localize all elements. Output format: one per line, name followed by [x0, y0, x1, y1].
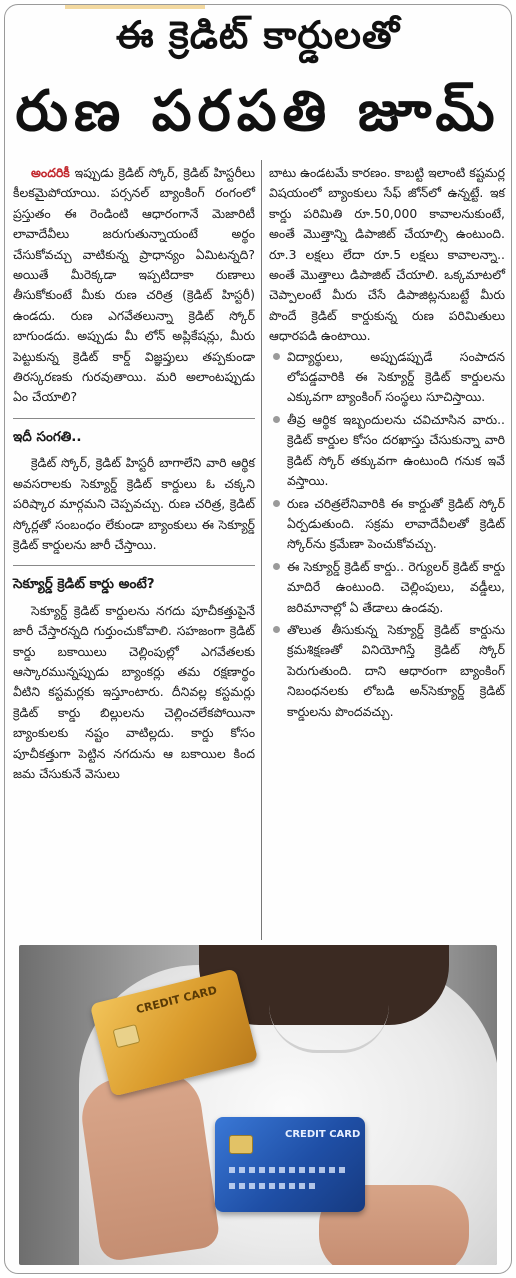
card-chip-icon	[229, 1135, 253, 1154]
gold-card-label: CREDIT CARD	[134, 983, 219, 1017]
column-divider	[261, 160, 262, 940]
section-heading-1: ఇదీ సంగతి..	[13, 428, 82, 445]
bullet-item: రుణ చరిత్రలేనివారికి ఈ కార్డుతో క్రెడిట్ స్కోర్ ఏర్పడుతుంది. సక్రమ లావాదేవీలతో క్రెడిట్ స్కోర్‌ను క్రమేణా పెంచుకోవచ్చు.	[269, 494, 505, 555]
headline-line-1: ఈ క్రెడిట్ కార్డులతో	[115, 13, 401, 57]
blue-credit-card-icon	[215, 1117, 365, 1212]
section-divider	[13, 418, 255, 419]
headline-line-2: రుణ పరపతి జూమ్	[15, 79, 501, 144]
section-body-2: సెక్యూర్డ్ క్రెడిట్ కార్డులను నగదు పూచీకత్తుపైనే జారీ చేస్తారన్నది గుర్తుంచుకోవాలి. సహజంగా క్రెడిట్ కార్డు బకాయిలు చెల్లింపుల్లో ఎగవేతలకు ఆస్కారమున్నప్పుడు బ్యాంకర్లు తమ రక్షణార్థం వీటిని కస్టమర్లకు ఇస్తూంటారు. దీనివల్ల కస్టమర్లు క్రెడిట్ కార్డు బిల్లులను చెల్లించలేకపోయినా బ్యాంకులకు నష్టం వాటిల్లదు. కార్డు కోసం పూచీకత్తుగా పెట్టిన నగదును ఆ బకాయిల కింద జమ చేసుకునే వెసులు	[13, 602, 255, 781]
card-number-stripe	[229, 1167, 349, 1173]
intro-lead-word: అందరికీ	[31, 165, 70, 180]
shirt-collar	[269, 1005, 389, 1053]
bullet-item: ఈ సెక్యూర్డ్ క్రెడిట్ కార్డు.. రెగ్యులర్ క్రెడిట్ కార్డు మాదిరే ఉంటుంది. చెల్లింపులు, వడ్డీలు, జరిమానాల్లో ఏ తేడాలు ఉండవు.	[269, 557, 505, 618]
credit-card-photo	[19, 945, 497, 1265]
intro-paragraph	[13, 163, 255, 408]
left-column	[13, 163, 255, 784]
newspaper-clipping	[4, 4, 512, 1274]
section-divider	[13, 565, 255, 566]
continuation-paragraph: బాటు ఉండటమే కారణం. కాబట్టి ఇలాంటి కష్టమర్ల విషయంలో బ్యాంకులు సేఫ్ జోన్‌లో ఉన్నట్టే. ఇక కార్డు పరిమితి రూ.50,000 కావాలనుకుంటే, అంతే మొత్తాన్ని డిపాజిట్ చేయాల్సి ఉంటుంది. రూ.3 లక్షలు లేదా రూ.5 లక్షలు కావాలన్నా.. అంతే మొత్తాలు డిపాజిట్ చేయాలి. ఒక్కమాటలో చెప్పాలంటే మీరు చేసే డిపాజిట్లనుబట్టే మీరు పొందే క్రెడిట్ కార్డుకున్న రుణ పరిమితులు ఆధారపడి ఉంటాయి.	[269, 165, 505, 344]
bullet-item: విద్యార్థులు, అప్పుడప్పుడే సంపాదన లోపడ్డవారికి ఈ సెక్యూర్డ్ క్రెడిట్ కార్డులను ఎక్కువగా బ్యాంకింగ్ సంస్థలు సూచిస్తాయి.	[269, 347, 505, 408]
bullet-list	[269, 347, 505, 722]
section-body-1: క్రెడిట్ స్కోర్, క్రెడిట్ హిస్టరీ బాగాలేని వారి ఆర్థిక అవసరాలకు సెక్యూర్డ్ క్రెడిట్ కార్డులు ఓ చక్కని పరిష్కార మార్గమని చెప్పవచ్చు. రుణ చరిత్ర, క్రెడిట్ స్కోర్లతో సంబంధం లేకుండా బ్యాంకులు ఈ సెక్యూర్డ్ క్రెడిట్ కార్డులను జారీ చేస్తాయి.	[13, 455, 255, 552]
right-column	[269, 163, 505, 724]
section-heading-2: సెక్యూర్డ్ క్రెడిట్ కార్డు అంటే?	[13, 576, 155, 593]
intro-text: ఇప్పుడు క్రెడిట్ స్కోర్, క్రెడిట్ హిస్టరీలు కీలకమైపోయాయి. పర్సనల్ బ్యాంకింగ్ రంగంలో ప్రస్తుతం ఈ రెండింటి ఆధారంగానే మెజారిటీ లావాదేవీలు జరుగుతున్నాయంటే అర్థం చేసుకోవచ్చు వాటికున్న ప్రాధాన్యం ఏమిటన్నది? అయితే మీరెక్కడా ఇప్పటిదాకా రుణాలు తీసుకోకుంటే మీకు రుణ చరిత్ర (క్రెడిట్ హిస్టరీ) ఉండదు. రుణ ఎగవేతలున్నా క్రెడిట్ స్కోర్ బాగుండదు. అప్పుడు మీ లోన్ అప్లికేషన్లు, మీరు పెట్టుకున్న క్రెడిట్ కార్డ్ విజ్ఞప్తులు తప్పకుండా తిరస్కరణకు గురవుతాయి. మరి అలాంటప్పుడు ఏం చేయాలి?	[13, 165, 255, 405]
top-color-strip	[65, 5, 205, 9]
card-name-stripe	[229, 1183, 319, 1189]
bullet-item: తీవ్ర ఆర్థిక ఇబ్బందులను చవిచూసిన వారు.. క్రెడిట్ కార్డుల కోసం దరఖాస్తు చేసుకున్నా వారి క్రెడిట్ స్కోర్ తక్కువగా ఉంటుంది గనుక ఇవే వస్తాయి.	[269, 410, 505, 492]
bullet-item: తొలుత తీసుకున్న సెక్యూర్డ్ క్రెడిట్ కార్డును క్రమశిక్షణతో వినియోగిస్తే క్రెడిట్ స్కోర్ పెరుగుతుంది. దాని ఆధారంగా బ్యాంకింగ్ నిబంధనలకు లోబడి అన్‌సెక్యూర్డ్ క్రెడిట్ కార్డులను పొందవచ్చు.	[269, 620, 505, 722]
card-chip-icon	[113, 1024, 141, 1048]
blue-card-label: CREDIT CARD	[285, 1129, 361, 1140]
